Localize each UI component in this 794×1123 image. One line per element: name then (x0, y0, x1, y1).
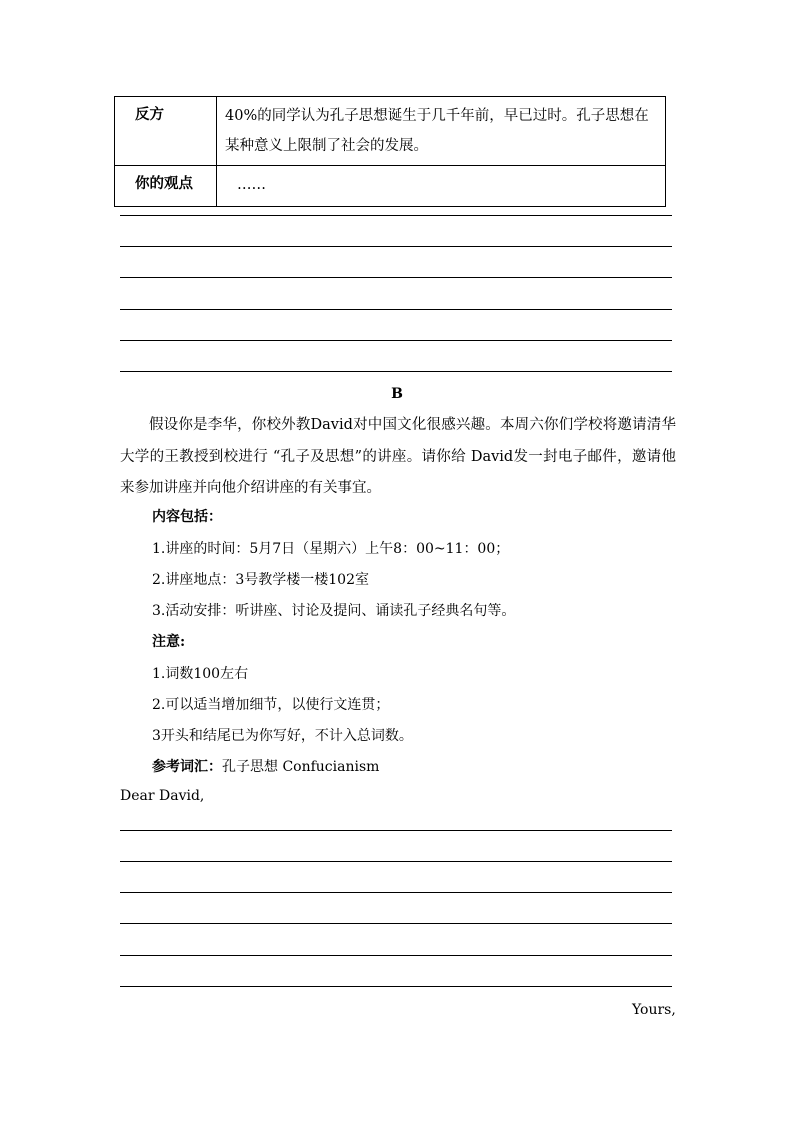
task-description: 假设你是李华，你校外教David对中国文化很感兴趣。本周六你们学校将邀请清华大学的王教授到校进行 “孔子及思想”的讲座。请你给 David发一封电子邮件，邀请他来参加讲座并向他介绍讲座的有关事宜。 (120, 417, 676, 496)
answer-line[interactable] (120, 277, 672, 278)
answer-line[interactable] (120, 923, 672, 924)
answer-line[interactable] (120, 955, 672, 956)
row-content: …… (217, 166, 666, 207)
content-item: 3.活动安排：听讲座、讨论及提问、诵读孔子经典名句等。 (152, 603, 516, 619)
opinion-table (114, 96, 666, 207)
vocab-label: 参考词汇： (152, 759, 222, 775)
content-item: 2.讲座地点：3号教学楼一楼102室 (152, 572, 369, 588)
table-row-your-view (115, 166, 666, 207)
answer-line[interactable] (120, 986, 672, 987)
answer-line[interactable] (120, 309, 672, 310)
notes-heading: 注意: (152, 634, 186, 650)
note-item: 1.词数100左右 (152, 666, 249, 682)
answer-line[interactable] (120, 830, 672, 831)
row-label: 反方 (115, 97, 217, 166)
vocab-value: 孔子思想 Confucianism (222, 759, 380, 775)
row-content: 40%的同学认为孔子思想诞生于几千年前，早已过时。孔子思想在某种意义上限制了社会的发展。 (217, 97, 666, 166)
closing: Yours, (632, 1002, 676, 1018)
content-heading: 内容包括： (152, 509, 222, 525)
answer-line[interactable] (120, 215, 672, 216)
answer-line[interactable] (120, 861, 672, 862)
vocabulary (152, 756, 379, 776)
content-item: 1.讲座的时间：5月7日（星期六）上午8：00~11：00； (152, 541, 510, 557)
salutation: Dear David, (120, 788, 205, 804)
answer-line[interactable] (120, 246, 672, 247)
table-row-opposing (115, 97, 666, 166)
answer-line[interactable] (120, 340, 672, 341)
note-item: 2.可以适当增加细节，以使行文连贯； (152, 697, 390, 713)
row-label: 你的观点 (115, 166, 217, 207)
note-item: 3开头和结尾已为你写好，不计入总词数。 (152, 728, 413, 744)
answer-line[interactable] (120, 892, 672, 893)
section-letter: B (391, 386, 403, 402)
answer-line[interactable] (120, 371, 672, 372)
